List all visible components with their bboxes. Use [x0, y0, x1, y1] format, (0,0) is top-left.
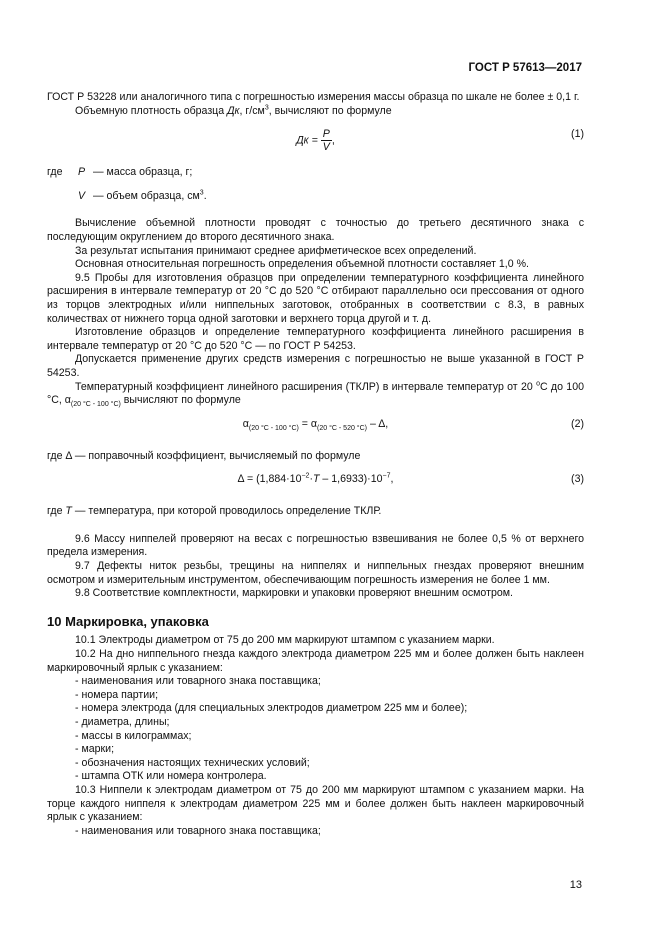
paragraph: Изготовление образцов и определение температурного коэффициента линейного расширения в интервале температур от 20 °С до 520 °С — по ГОСТ Р 54253. [47, 326, 584, 352]
paragraph: ГОСТ Р 53228 или аналогичного типа с погрешностью измерения массы образца по шкале не более ± 0,1 г. [47, 91, 580, 103]
list-item: - наименования или товарного знака поставщика; [75, 675, 321, 688]
paragraph: 10.3 Ниппели к электродам диаметром от 75 до 200 мм маркируют штампом с указанием марки. На торце каждого ниппеля к электродам диаметром 225 мм и более должен быть наклеен маркировочный ярлык с указанием: [47, 783, 584, 824]
document-body [47, 91, 584, 838]
paragraph: 10.2 На дно ниппельного гнезда каждого электрода диаметром 225 мм и более должен быть наклеен маркировочный ярлык с указанием: [47, 648, 584, 674]
list-item: - наименования или товарного знака поставщика; [75, 824, 321, 837]
paragraph: 9.8 Соответствие комплектности, маркировки и упаковки проверяют внешним осмотром. [75, 587, 513, 600]
where-item: V — объем образца, $см^3$. [78, 189, 207, 202]
standard-header: ГОСТ Р 57613—2017 [468, 62, 582, 74]
equation-text: $\alpha_{(20 ^\circ С - 100 ^\circ С)} = \alpha_{(20 ^\circ С - 520 ^\circ С)} - \Delta$, [242, 417, 389, 432]
list-item: - обозначения настоящих технических условий; [75, 756, 310, 769]
section-title: 10 Маркировка, упаковка [47, 613, 209, 629]
list-item: - номера электрода (для специальных электродов диаметром 225 мм и более); [75, 702, 468, 715]
paragraph: где Δ — поправочный коэффициент, вычисляемый по формуле [47, 449, 361, 462]
paragraph: 9.5 Пробы для изготовления образцов при определении температурного коэффициента линейного расширения в интервале температур от 20 °С до 520 °С отбирают параллельно оси прессования от одного из торцов электродных и/или ниппельных заготовок, отобранных в соответствии с 8.3, в равных количествах от нижнего торца одной заготовки и верхнего торца другой и т. д. [47, 271, 584, 325]
list-item: - штампа ОТК или номера контролера. [75, 770, 267, 783]
paragraph: За результат испытания принимают среднее арифметическое всех определений. [75, 244, 477, 257]
list-item: - диаметра, длины; [75, 716, 170, 728]
list-item: - массы в килограммах; [75, 729, 192, 742]
fraction: $\frac{P}{V}$ [322, 128, 330, 154]
list-item: - марки; [75, 743, 115, 756]
paragraph: Допускается применение других средств измерения с погрешностью не выше указанной в ГОСТ Р 54253. [47, 353, 584, 379]
paragraph: 9.7 Дефекты ниток резьбы, трещины на ниппелях и ниппельных гнездах проверяют внешним осмотром и измерительным инструментом, обеспечивающим погрешность измерения не более 1 мм. [47, 560, 584, 586]
where-item: где P — масса образца, г; [47, 166, 193, 179]
equation-text: $\Delta = (1,884\cdot 10^{-2}\cdot T - 1,6933)\cdot 10^{-7}$, [237, 472, 394, 486]
paragraph: Температурный коэффициент линейного расширения (ТКЛР) в интервале температур от 20 $^o$С до 100 °С, $\alpha_{(20 ^\circ С - 100 ^\circ С)}$ вычисляют по формуле [47, 379, 584, 409]
equation-1: Дк = $\frac{P}{V}$ , (1) [296, 128, 584, 154]
paragraph: Вычисление объемной плотности проводят с точностью до третьего десятичного знака с последующим округлением до второго десятичного знака. [47, 217, 584, 243]
paragraph: Основная относительная погрешность определения объемной плотности составляет 1,0 %. [75, 258, 529, 271]
equation-2 [47, 414, 584, 442]
marking-list [47, 675, 584, 784]
list-item: - номера партии; [75, 688, 159, 701]
equation-number: (1) [571, 128, 584, 141]
paragraph: Объемную плотность образца Дк, $г/см^3$, вычисляют по формуле [75, 104, 392, 117]
equation-number: (2) [571, 417, 584, 430]
equation-number: (3) [571, 473, 584, 486]
paragraph: где Т — температура, при которой проводилось определение ТКЛР. [47, 505, 382, 518]
page-number: 13 [569, 879, 582, 891]
paragraph: 10.1 Электроды диаметром от 75 до 200 мм маркируют штампом с указанием марки. [75, 634, 495, 647]
paragraph: 9.6 Массу ниппелей проверяют на весах с погрешностью взвешивания не более 0,5 % от верхнего предела измерения. [47, 532, 584, 559]
equation-3 [47, 469, 584, 497]
